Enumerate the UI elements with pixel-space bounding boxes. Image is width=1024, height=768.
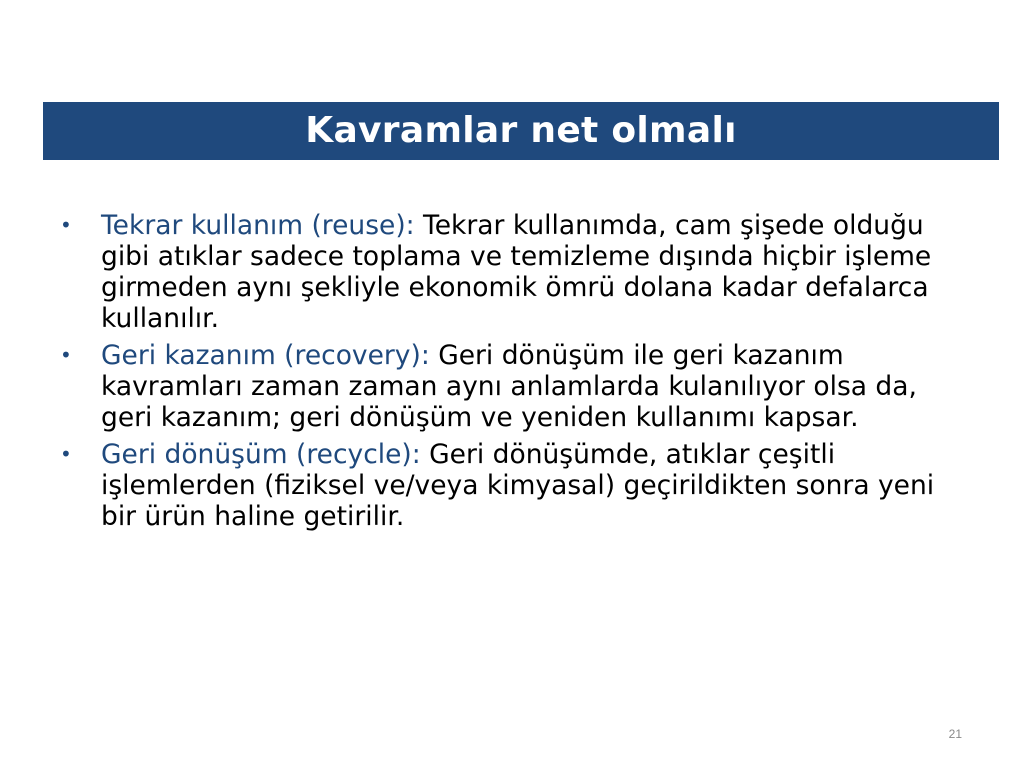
- bullet-dot-icon: •: [60, 213, 72, 237]
- bullet-term: Geri kazanım (recovery):: [101, 340, 430, 371]
- bullet-term: Tekrar kullanım (reuse):: [101, 210, 415, 241]
- bullet-list: [60, 210, 965, 538]
- bullet-item: [60, 210, 965, 334]
- title-band: [43, 102, 999, 160]
- slide-title: Kavramlar net olmalı: [305, 110, 737, 151]
- page-number: 21: [948, 727, 962, 741]
- bullet-dot-icon: •: [60, 343, 72, 367]
- bullet-dot-icon: •: [60, 442, 72, 466]
- bullet-text: Tekrar kullanımda, cam şişede olduğu gibi atıklar sadece toplama ve temizleme dışında hiçbir işleme girmeden aynı şekliyle ekonomik ömrü dolana kadar defalarca kullanılır.: [101, 210, 932, 334]
- bullet-term: Geri dönüşüm (recycle):: [101, 439, 421, 470]
- bullet-item: [60, 439, 965, 532]
- bullet-item: [60, 340, 965, 433]
- bullet-text: Geri dönüşümde, atıklar çeşitli işlemlerden (fiziksel ve/veya kimyasal) geçirildikten sonra yeni bir ürün haline getirilir.: [101, 439, 935, 532]
- bullet-text: Geri dönüşüm ile geri kazanım kavramları zaman zaman aynı anlamlarda kulanılıyor olsa da, geri kazanım; geri dönüşüm ve yeniden kullanımı kapsar.: [101, 340, 917, 433]
